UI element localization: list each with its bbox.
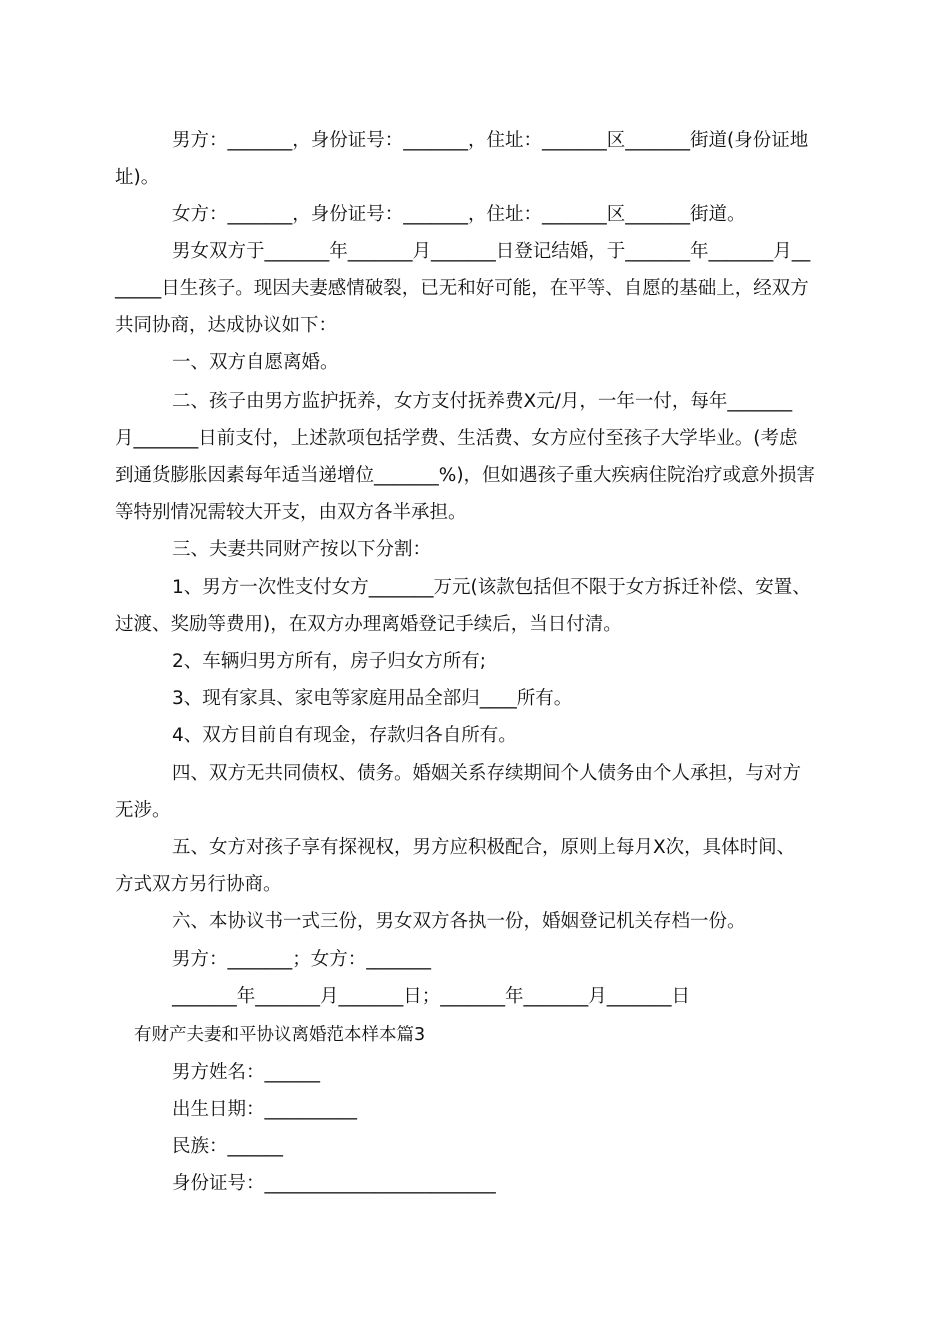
clause-three-item-1-cont: 过渡、奖励等费用)，在双方办理离婚登记手续后，当日付清。 [115, 614, 622, 635]
clause-one: 一、双方自愿离婚。 [172, 352, 339, 373]
clause-two-cont: 到通货膨胀因素每年适当递增位_______%)，但如遇孩子重大疾病住院治疗或意外损害 [115, 465, 816, 486]
form-field-birth-date: 出生日期：__________ [172, 1099, 358, 1120]
section-heading: 有财产夫妻和平协议离婚范本样本篇3 [134, 1025, 426, 1045]
date-line: _______年_______月_______日；_______年_______月_______日 [172, 986, 691, 1007]
paragraph-marriage-info-cont: 共同协商，达成协议如下： [115, 315, 338, 336]
clause-five-cont: 方式双方另行协商。 [115, 874, 282, 895]
clause-two-cont: 月_______日前支付，上述款项包括学费、生活费、女方应付至孩子大学毕业。(考虑 [115, 428, 798, 449]
paragraph-marriage-info: 男女双方于_______年_______月_______日登记结婚，于_______年_______月__ [172, 241, 811, 262]
clause-four-cont: 无涉。 [115, 800, 171, 821]
clause-three: 三、夫妻共同财产按以下分割： [172, 539, 432, 560]
signature-line: 男方：_______；女方：_______ [172, 949, 432, 970]
clause-three-item-4: 4、双方目前自有现金，存款归各自所有。 [172, 725, 517, 746]
clause-three-item-2: 2、车辆归男方所有，房子归女方所有; [172, 651, 487, 672]
clause-three-item-1: 1、男方一次性支付女方_______万元(该款包括但不限于女方拆迁补偿、安置、 [172, 577, 811, 598]
paragraph-husband-info: 男方：_______，身份证号：_______，住址：_______区_______街道(身份证地 [172, 130, 809, 151]
clause-four: 四、双方无共同债权、债务。婚姻关系存续期间个人债务由个人承担，与对方 [172, 763, 802, 784]
clause-six: 六、本协议书一式三份，男女双方各执一份，婚姻登记机关存档一份。 [172, 911, 746, 932]
paragraph-husband-info-cont: 址)。 [115, 167, 160, 188]
paragraph-wife-info: 女方：_______，身份证号：_______，住址：_______区_______街道。 [172, 204, 746, 225]
form-field-ethnicity: 民族：______ [172, 1136, 284, 1157]
clause-five: 五、女方对孩子享有探视权，男方应积极配合，原则上每月X次，具体时间、 [172, 837, 796, 858]
paragraph-marriage-info-cont: _____日生孩子。现因夫妻感情破裂，已无和好可能，在平等、自愿的基础上，经双方 [115, 278, 809, 299]
clause-three-item-3: 3、现有家具、家电等家庭用品全部归____所有。 [172, 688, 573, 709]
clause-two-cont: 等特别情况需较大开支，由双方各半承担。 [115, 502, 467, 523]
form-field-id-number: 身份证号：_________________________ [172, 1173, 496, 1194]
form-field-husband-name: 男方姓名：______ [172, 1062, 321, 1083]
clause-two: 二、孩子由男方监护抚养，女方支付抚养费X元/月，一年一付，每年_______ [172, 391, 793, 412]
